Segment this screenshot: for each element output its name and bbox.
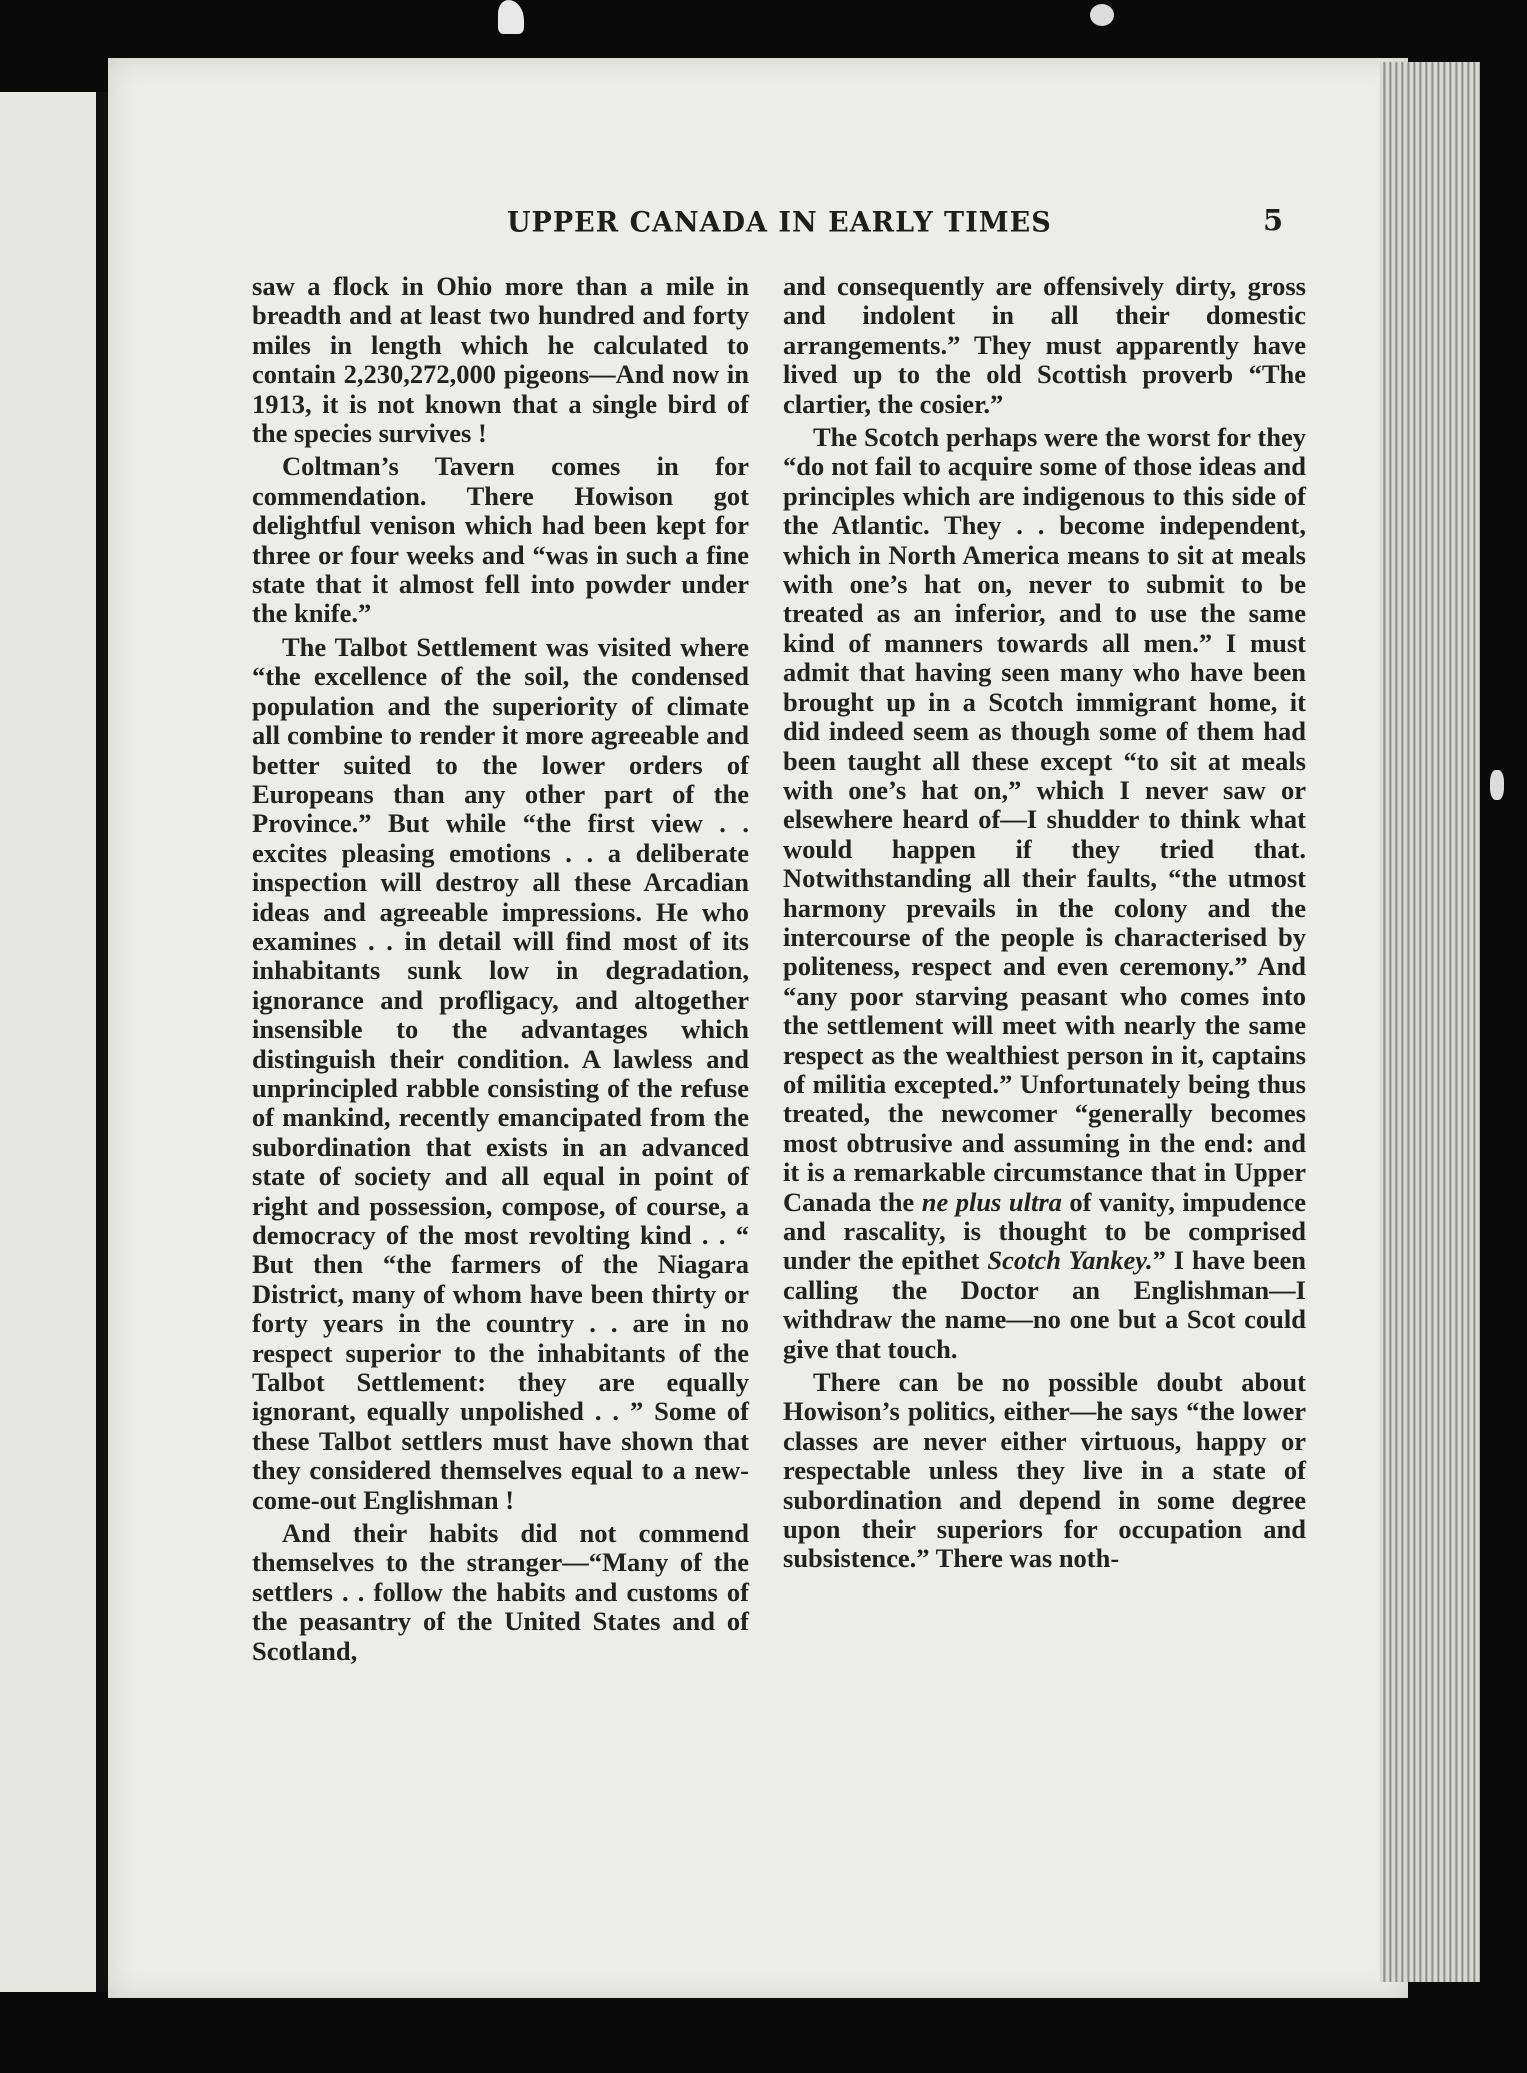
page-number: 5 (1263, 203, 1284, 237)
right-column (783, 272, 1306, 1574)
paragraph-text: of vanity, impudence and rascality, is thought to be comprised under the epithet (783, 1186, 1306, 1276)
paragraph: There can be no possible doubt about Howison’s politics, either—he says “the lower classes are never either virtuous, happy or respectable unless they live in a state of subordination and depend in some degree upon their superiors for occupation and subsistence.” There was noth- (783, 1367, 1306, 1574)
italic-phrase: ne plus ultra (921, 1186, 1062, 1217)
page-edges (1380, 62, 1480, 1982)
left-column (252, 272, 749, 1666)
paragraph: saw a flock in Ohio more than a mile in breadth and at least two hundred and forty miles in length which he calculated to contain 2,230,272,000 pigeons—And now in 1913, it is not known that a single bird of the species survives ! (252, 271, 749, 449)
paragraph: and consequently are offensively dirty, gross and indolent in all their domestic arrangements.” They must apparently have lived up to the old Scottish proverb “The clartier, the cosier.” (783, 271, 1306, 419)
scan-speck (498, 0, 524, 34)
paragraph (783, 423, 1306, 1364)
paragraph: And their habits did not commend themselves to the stranger—“Many of the settlers . . follow the habits and customs of the peasantry of the United States and of Scotland, (252, 1518, 749, 1666)
scan-speck (1090, 4, 1114, 26)
paragraph: Coltman’s Tavern comes in for commendation. There Howison got delightful venison which had been kept for three or four weeks and “was in such a fine state that it almost fell into powder under the knife.” (252, 451, 749, 629)
paragraph-text: ” I have been calling the Doctor an Englishman—I withdraw the name—no one but a Scot could give that touch. (783, 1245, 1306, 1364)
scan-speck (1490, 770, 1504, 800)
paragraph-text: The Scotch perhaps were the worst for they “do not fail to acquire some of those ideas and principles which are indigenous to this side of the Atlantic. They . . become independent, which in North America means to sit at meals with one’s hat on, never to submit to be treated as an inferior, and to use the same kind of manners towards all men.” I must admit that having seen many who have been brought up in a Scotch immigrant home, it did indeed seem as though some of them had been taught all these except “to sit at meals with one’s hat on,” which I never saw or elsewhere heard of—I shudder to think what would happen if they tried that. Notwithstanding all their faults, “the utmost harmony prevails in the colony and the intercourse of the people is characterised by politeness, respect and even ceremony.” And “any poor starving peasant who comes into the settlement will meet with nearly the same respect as the wealthiest person in it, captains of militia excepted.” Unfortunately being thus treated, the newcomer “generally becomes most obtrusive and assuming in the end: and it is a remarkable circumstance that in Upper Canada the (783, 422, 1306, 1217)
paragraph: The Talbot Settlement was visited where “the excellence of the soil, the condensed population and the superiority of climate all combine to render it more agreeable and better suited to the lower orders of Europeans than any other part of the Province.” But while “the first view . . excites pleasing emotions . . a deliberate inspection will destroy all these Arcadian ideas and agreeable impressions. He who examines . . in detail will find most of its inhabitants sunk low in degradation, ignorance and profligacy, and altogether insensible to the advantages which distinguish their condition. A lawless and unprincipled rabble consisting of the refuse of mankind, recently emancipated from the subordination that exists in an advanced state of society and all equal in point of right and possession, compose, of course, a democracy of the most revolting kind . . “ But then “the farmers of the Niagara District, many of whom have been thirty or forty years in the country . . are in no respect superior to the inhabitants of the Talbot Settlement: they are equally ignorant, equally unpolished . . ” Some of these Talbot settlers must have shown that they considered themselves equal to a new-come-out Englishman ! (252, 631, 749, 1515)
facing-page (0, 92, 100, 1992)
italic-phrase: Scotch Yankey. (987, 1245, 1153, 1276)
gutter-shadow (96, 92, 108, 1992)
running-head: UPPER CANADA IN EARLY TIMES (507, 206, 1052, 239)
